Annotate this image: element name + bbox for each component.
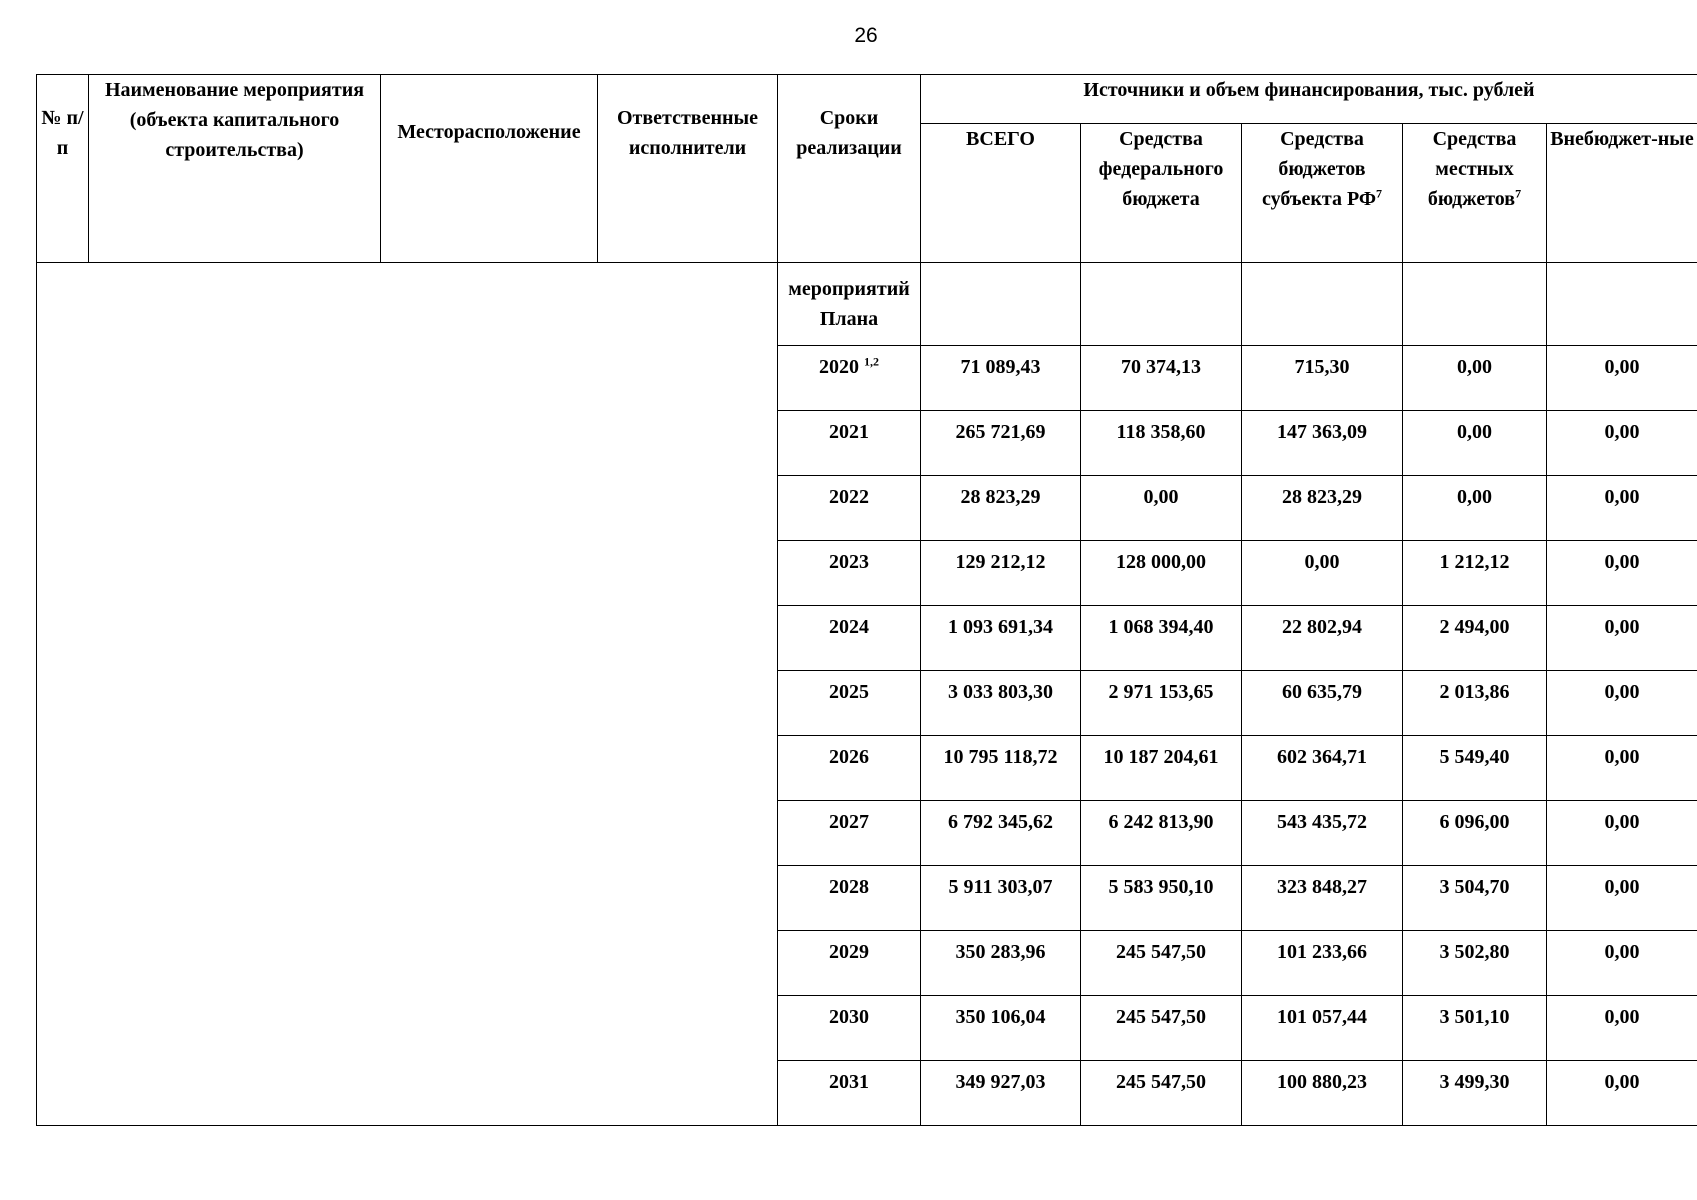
offbudget-cell: 0,00: [1547, 671, 1697, 736]
offbudget-cell: 0,00: [1547, 1061, 1697, 1126]
merged-blank-area: [37, 263, 778, 1126]
subject-cell: 602 364,71: [1242, 736, 1403, 801]
header-local-text: Средства местных бюджетов: [1427, 128, 1517, 210]
subject-cell: 323 848,27: [1242, 866, 1403, 931]
year-cell: 2023: [778, 541, 921, 606]
federal-cell: 5 583 950,10: [1081, 866, 1242, 931]
table-cell: [921, 263, 1081, 346]
year-cell: 2031: [778, 1061, 921, 1126]
offbudget-cell: 0,00: [1547, 541, 1697, 606]
total-cell: 129 212,12: [921, 541, 1081, 606]
year-cell: 2024: [778, 606, 921, 671]
offbudget-cell: 0,00: [1547, 931, 1697, 996]
offbudget-cell: 0,00: [1547, 606, 1697, 671]
year-cell: 2021: [778, 411, 921, 476]
federal-cell: 118 358,60: [1081, 411, 1242, 476]
table-cell: [1242, 263, 1403, 346]
total-cell: 265 721,69: [921, 411, 1081, 476]
year-cell: 2022: [778, 476, 921, 541]
page-number: 26: [854, 24, 878, 47]
local-cell: 3 502,80: [1403, 931, 1547, 996]
local-cell: 5 549,40: [1403, 736, 1547, 801]
federal-cell: 2 971 153,65: [1081, 671, 1242, 736]
table-cell: [1081, 263, 1242, 346]
header-subject: [1242, 124, 1403, 263]
year-cell: 2030: [778, 996, 921, 1061]
offbudget-cell: 0,00: [1547, 411, 1697, 476]
federal-cell: 245 547,50: [1081, 931, 1242, 996]
total-cell: 6 792 345,62: [921, 801, 1081, 866]
table-cell: [1403, 263, 1547, 346]
header-location: Месторасположение: [381, 75, 598, 263]
offbudget-cell: 0,00: [1547, 476, 1697, 541]
subject-cell: 0,00: [1242, 541, 1403, 606]
table-header: [37, 75, 1697, 263]
federal-cell: 70 374,13: [1081, 346, 1242, 411]
stage-label: мероприятий Плана: [778, 263, 921, 346]
subject-cell: 60 635,79: [1242, 671, 1403, 736]
federal-cell: 1 068 394,40: [1081, 606, 1242, 671]
subject-cell: 101 057,44: [1242, 996, 1403, 1061]
table-row: [37, 263, 1697, 346]
local-cell: 3 501,10: [1403, 996, 1547, 1061]
subject-cell: 22 802,94: [1242, 606, 1403, 671]
table-cell: [1547, 263, 1697, 346]
federal-cell: 6 242 813,90: [1081, 801, 1242, 866]
year-value: 2020: [819, 356, 859, 378]
total-cell: 350 106,04: [921, 996, 1081, 1061]
total-cell: 71 089,43: [921, 346, 1081, 411]
total-cell: 28 823,29: [921, 476, 1081, 541]
local-cell: 0,00: [1403, 346, 1547, 411]
offbudget-cell: 0,00: [1547, 801, 1697, 866]
header-subject-text: Средства бюджетов субъекта РФ: [1261, 128, 1377, 210]
offbudget-cell: 0,00: [1547, 996, 1697, 1061]
financing-table: [36, 74, 1697, 1126]
year-cell: 2029: [778, 931, 921, 996]
header-subject-footnote: 7: [1376, 186, 1383, 201]
subject-cell: 715,30: [1242, 346, 1403, 411]
header-offbudget: Внебюджет-ные: [1547, 124, 1697, 263]
subject-cell: 101 233,66: [1242, 931, 1403, 996]
federal-cell: 10 187 204,61: [1081, 736, 1242, 801]
header-local: [1403, 124, 1547, 263]
local-cell: 2 013,86: [1403, 671, 1547, 736]
federal-cell: 0,00: [1081, 476, 1242, 541]
subject-cell: 100 880,23: [1242, 1061, 1403, 1126]
year-cell: 2025: [778, 671, 921, 736]
local-cell: 0,00: [1403, 411, 1547, 476]
header-federal: Средства федерального бюджета: [1081, 124, 1242, 263]
year-cell: [778, 346, 921, 411]
header-local-footnote: 7: [1515, 186, 1522, 201]
header-total: ВСЕГО: [921, 124, 1081, 263]
federal-cell: 245 547,50: [1081, 1061, 1242, 1126]
local-cell: 3 499,30: [1403, 1061, 1547, 1126]
subject-cell: 147 363,09: [1242, 411, 1403, 476]
local-cell: 1 212,12: [1403, 541, 1547, 606]
federal-cell: 245 547,50: [1081, 996, 1242, 1061]
year-cell: 2028: [778, 866, 921, 931]
total-cell: 3 033 803,30: [921, 671, 1081, 736]
header-name: Наименование мероприятия (объекта капитального строительства): [89, 75, 381, 263]
header-responsible: Ответственные исполнители: [598, 75, 778, 263]
subject-cell: 543 435,72: [1242, 801, 1403, 866]
subject-cell: 28 823,29: [1242, 476, 1403, 541]
local-cell: 0,00: [1403, 476, 1547, 541]
federal-cell: 128 000,00: [1081, 541, 1242, 606]
offbudget-cell: 0,00: [1547, 346, 1697, 411]
offbudget-cell: 0,00: [1547, 736, 1697, 801]
total-cell: 10 795 118,72: [921, 736, 1081, 801]
local-cell: 6 096,00: [1403, 801, 1547, 866]
local-cell: 3 504,70: [1403, 866, 1547, 931]
total-cell: 349 927,03: [921, 1061, 1081, 1126]
header-period: Сроки реализации: [778, 75, 921, 263]
total-cell: 350 283,96: [921, 931, 1081, 996]
year-footnote: 1,2: [864, 354, 879, 369]
total-cell: 1 093 691,34: [921, 606, 1081, 671]
offbudget-cell: 0,00: [1547, 866, 1697, 931]
total-cell: 5 911 303,07: [921, 866, 1081, 931]
header-num: № п/п: [37, 75, 89, 263]
table-body: [37, 263, 1697, 1126]
year-cell: 2026: [778, 736, 921, 801]
local-cell: 2 494,00: [1403, 606, 1547, 671]
header-sources: Источники и объем финансирования, тыс. рублей: [921, 75, 1697, 124]
year-cell: 2027: [778, 801, 921, 866]
